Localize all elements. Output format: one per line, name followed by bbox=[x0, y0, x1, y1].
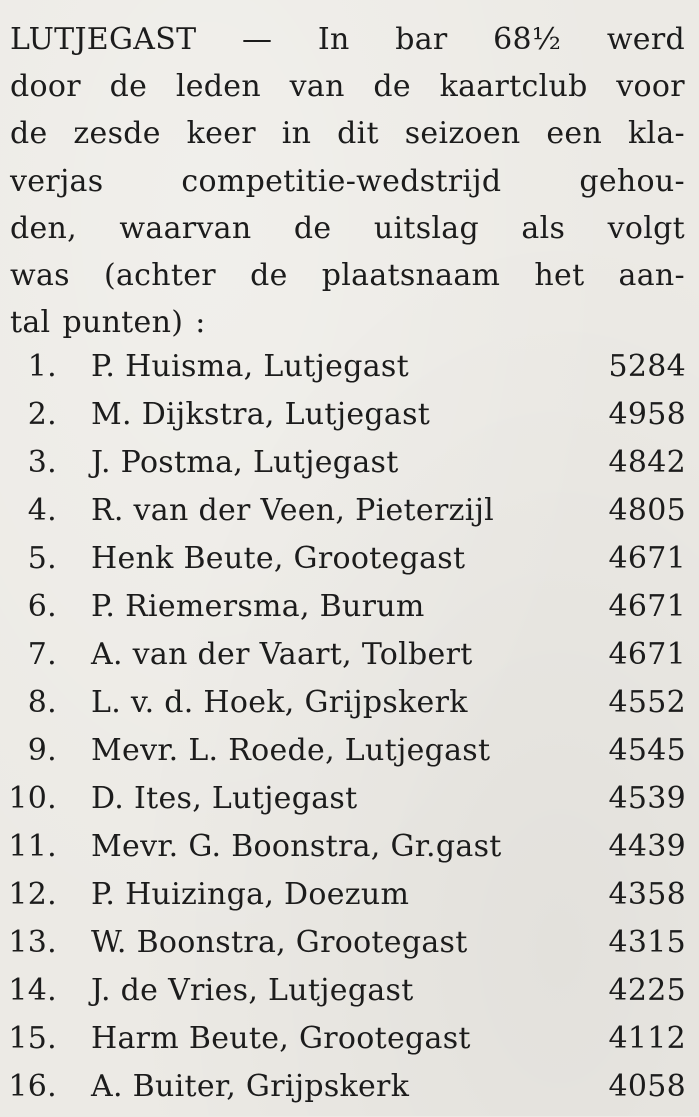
intro-word: : bbox=[195, 305, 206, 341]
intro-word: verjas bbox=[10, 163, 104, 199]
intro-line bbox=[10, 252, 685, 299]
result-points: 4958 bbox=[608, 397, 686, 432]
result-row bbox=[0, 877, 699, 925]
intro-word: bar bbox=[395, 22, 448, 57]
result-points: 5284 bbox=[608, 349, 686, 384]
intro-word: de bbox=[293, 210, 332, 246]
intro-word: leden bbox=[175, 69, 261, 105]
result-row bbox=[0, 781, 699, 829]
result-rank: 14. bbox=[8, 973, 57, 1008]
intro-word: werd bbox=[606, 22, 685, 57]
result-points: 4112 bbox=[608, 1021, 686, 1056]
intro-word: — bbox=[241, 22, 273, 57]
result-name: M. Dijkstra, Lutjegast bbox=[91, 397, 431, 432]
result-row bbox=[0, 397, 699, 445]
result-name: A. Buiter, Grijpskerk bbox=[91, 1069, 410, 1104]
result-rank: 4. bbox=[27, 493, 57, 528]
result-row bbox=[0, 589, 699, 637]
result-rank: 15. bbox=[8, 1021, 57, 1056]
intro-word: LUTJEGAST bbox=[10, 22, 197, 57]
result-name: J. de Vries, Lutjegast bbox=[91, 973, 414, 1008]
result-rank: 2. bbox=[27, 397, 57, 432]
intro-word: waarvan bbox=[119, 210, 252, 246]
result-rank: 3. bbox=[27, 445, 57, 480]
result-name: Harm Beute, Grootegast bbox=[91, 1021, 471, 1056]
result-points: 4671 bbox=[608, 637, 686, 672]
result-rank: 8. bbox=[27, 685, 57, 720]
intro-word: kla- bbox=[627, 116, 685, 152]
intro-word: in bbox=[281, 116, 312, 152]
result-points: 4671 bbox=[608, 589, 686, 624]
result-rank: 5. bbox=[27, 541, 57, 576]
result-name: P. Riemersma, Burum bbox=[91, 589, 425, 624]
intro-line bbox=[10, 299, 685, 346]
result-points: 4358 bbox=[608, 877, 686, 912]
result-row bbox=[0, 445, 699, 493]
intro-word: de bbox=[109, 69, 148, 105]
result-name: P. Huisma, Lutjegast bbox=[91, 349, 409, 384]
result-name: A. van der Vaart, Tolbert bbox=[91, 637, 473, 672]
intro-word: keer bbox=[186, 116, 256, 152]
intro-line bbox=[10, 158, 685, 205]
result-row bbox=[0, 541, 699, 589]
intro-word: de bbox=[10, 116, 48, 152]
result-points: 4539 bbox=[608, 781, 686, 816]
result-row bbox=[0, 1021, 699, 1069]
result-rank: 6. bbox=[27, 589, 57, 624]
article-intro-paragraph bbox=[10, 16, 685, 346]
result-rank: 11. bbox=[8, 829, 57, 864]
result-rank: 9. bbox=[27, 733, 57, 768]
intro-word: volgt bbox=[607, 210, 685, 246]
intro-word: zesde bbox=[73, 116, 161, 152]
result-row bbox=[0, 973, 699, 1021]
result-name: Henk Beute, Grootegast bbox=[91, 541, 466, 576]
result-row bbox=[0, 349, 699, 397]
intro-word: uitslag bbox=[373, 210, 479, 246]
intro-line bbox=[10, 16, 685, 63]
intro-word: gehou- bbox=[579, 163, 685, 199]
result-row bbox=[0, 637, 699, 685]
intro-word: punten) bbox=[62, 305, 184, 341]
intro-word: competitie-wedstrijd bbox=[181, 163, 502, 199]
intro-word: kaartclub bbox=[439, 69, 588, 105]
result-points: 4439 bbox=[608, 829, 686, 864]
intro-line bbox=[10, 110, 685, 157]
result-rank: 7. bbox=[27, 637, 57, 672]
intro-word: voor bbox=[616, 69, 685, 105]
intro-word: 68½ bbox=[493, 22, 562, 57]
result-points: 4552 bbox=[608, 685, 686, 720]
intro-word: als bbox=[521, 210, 566, 246]
result-row bbox=[0, 1069, 699, 1117]
result-name: P. Huizinga, Doezum bbox=[91, 877, 410, 912]
result-name: D. Ites, Lutjegast bbox=[91, 781, 358, 816]
result-row bbox=[0, 685, 699, 733]
result-points: 4225 bbox=[608, 973, 686, 1008]
result-row bbox=[0, 829, 699, 877]
result-name: Mevr. L. Roede, Lutjegast bbox=[91, 733, 491, 768]
result-points: 4315 bbox=[608, 925, 686, 960]
result-rank: 10. bbox=[8, 781, 57, 816]
intro-word: tal bbox=[10, 305, 51, 341]
intro-word: was bbox=[10, 258, 70, 294]
result-points: 4545 bbox=[608, 733, 686, 768]
intro-word: het bbox=[534, 258, 585, 294]
result-name: J. Postma, Lutjegast bbox=[91, 445, 399, 480]
result-points: 4058 bbox=[608, 1069, 686, 1104]
result-row bbox=[0, 733, 699, 781]
intro-word: een bbox=[546, 116, 603, 152]
intro-word: In bbox=[317, 22, 350, 57]
result-name: L. v. d. Hoek, Grijpskerk bbox=[91, 685, 468, 720]
result-name: W. Boonstra, Grootegast bbox=[91, 925, 468, 960]
result-name: R. van der Veen, Pieterzijl bbox=[91, 493, 495, 528]
result-row bbox=[0, 493, 699, 541]
intro-line bbox=[10, 63, 685, 110]
result-rank: 12. bbox=[8, 877, 57, 912]
results-list bbox=[0, 349, 699, 1117]
result-rank: 16. bbox=[8, 1069, 57, 1104]
intro-word: den, bbox=[10, 210, 78, 246]
result-rank: 13. bbox=[8, 925, 57, 960]
result-points: 4671 bbox=[608, 541, 686, 576]
intro-word: de bbox=[250, 258, 288, 294]
result-row bbox=[0, 925, 699, 973]
intro-word: de bbox=[373, 69, 411, 105]
intro-word: (achter bbox=[103, 258, 216, 294]
result-points: 4805 bbox=[608, 493, 686, 528]
intro-word: aan- bbox=[618, 258, 685, 294]
intro-word: dit bbox=[337, 116, 379, 152]
intro-line bbox=[10, 205, 685, 252]
intro-word: van bbox=[289, 69, 345, 105]
intro-word: door bbox=[10, 69, 81, 105]
intro-word: plaatsnaam bbox=[321, 258, 501, 294]
intro-word: seizoen bbox=[404, 116, 521, 152]
result-points: 4842 bbox=[608, 445, 686, 480]
result-rank: 1. bbox=[27, 349, 57, 384]
result-name: Mevr. G. Boonstra, Gr.gast bbox=[91, 829, 502, 864]
